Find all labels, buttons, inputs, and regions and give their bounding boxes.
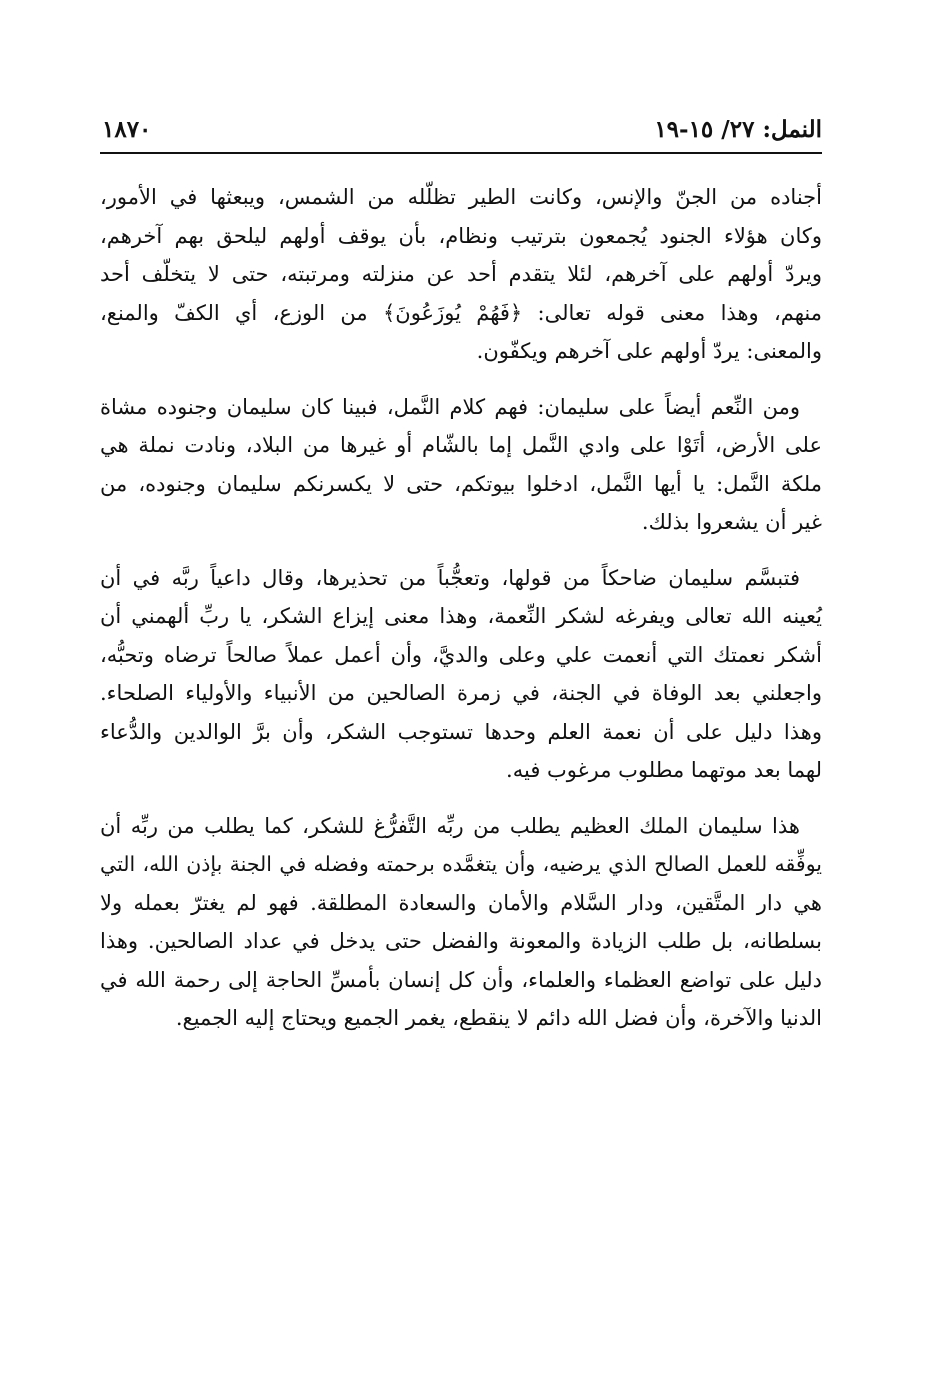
text-line: والمعنى: يردّ أولهم على آخرهم ويكفّون. xyxy=(476,339,822,363)
text-line: ويردّ أولهم على آخرهم، لئلا يتقدم أحد عن منزلته ومرتبته، حتى لا يتخلّف أحد xyxy=(100,262,822,286)
text-line: الدنيا والآخرة، وأن فضل الله دائم لا ينقطع، يغمر الجميع ويحتاج إليه الجميع. xyxy=(175,1006,822,1030)
body-text xyxy=(100,178,822,1055)
paragraph xyxy=(100,559,822,790)
text-line: لهما بعد موتهما مطلوب مرغوب فيه. xyxy=(506,758,822,782)
text-line: واجعلني بعد الوفاة في الجنة، في زمرة الصالحين من الأنبياء والأولياء الصلحاء. xyxy=(100,681,822,705)
text-line: منهم، وهذا معنى قوله تعالى: ﴿فَهُمْ يُوزَعُونَ﴾ من الوزع، أي الكفّ والمنع، xyxy=(100,300,822,325)
text-line: أشكر نعمتك التي أنعمت علي وعلى والديَّ، وأن أعمل عملاً صالحاً ترضاه وتحبُّه، xyxy=(100,642,822,667)
paragraph xyxy=(100,178,822,371)
text-line: وهذا دليل على أن نعمة العلم وحدها تستوجب الشكر، وأن برَّ الوالدين والدُّعاء xyxy=(100,719,822,744)
page-number: ١٨٧٠ xyxy=(102,116,152,143)
text-line: ومن النِّعم أيضاً على سليمان: فهم كلام النَّمل، فبينا كان سليمان وجنوده مشاة xyxy=(100,394,800,419)
text-line: هي دار المتَّقين، ودار السَّلام والأمان والسعادة المطلقة. فهو لم يغترّ بعمله ولا xyxy=(100,890,822,915)
text-line: دليل على تواضع العظماء والعلماء، وأن كل إنسان بأمسِّ الحاجة إلى رحمة الله في xyxy=(100,967,822,992)
text-line: ملكة النَّمل: يا أيها النَّمل، ادخلوا بيوتكم، حتى لا يكسرنكم سليمان وجنوده، من xyxy=(100,471,822,496)
text-line: يوفِّقه للعمل الصالح الذي يرضيه، وأن يتغمَّده برحمته وفضله في الجنة بإذن الله، التي xyxy=(100,852,822,876)
text-line: غير أن يشعروا بذلك. xyxy=(641,510,822,534)
paragraph xyxy=(100,807,822,1038)
text-line: فتبسَّم سليمان ضاحكاً من قولها، وتعجُّباً من تحذيرها، وقال داعياً ربَّه في أن xyxy=(100,565,800,590)
text-line: يُعينه الله تعالى ويفرغه لشكر النِّعمة، وهذا معنى إيزاع الشكر، يا ربِّ ألهمني أن xyxy=(100,604,822,628)
text-line: بسلطانه، بل طلب الزيادة والمعونة والفضل حتى يدخل في عداد الصالحين. وهذا xyxy=(100,929,822,953)
text-line: هذا سليمان الملك العظيم يطلب من ربِّه التَّفرُّغ للشكر، كما يطلب من ربِّه أن xyxy=(100,813,800,838)
paragraph xyxy=(100,388,822,542)
text-line: وكان هؤلاء الجنود يُجمعون بترتيب ونظام، بأن يوقف أولهم ليلحق بهم آخرهم، xyxy=(100,223,822,248)
text-line: على الأرض، أتَوْا على وادي النَّمل إما بالشّام أو غيرها من البلاد، ونادت نملة هي xyxy=(100,433,822,457)
page-header xyxy=(100,112,822,154)
running-title: النمل: ٢٧/ ١٥-١٩ xyxy=(654,116,822,143)
text-line: أجناده من الجنّ والإنس، وكانت الطير تظلّله من الشمس، ويبعثها في الأمور، xyxy=(100,185,822,209)
